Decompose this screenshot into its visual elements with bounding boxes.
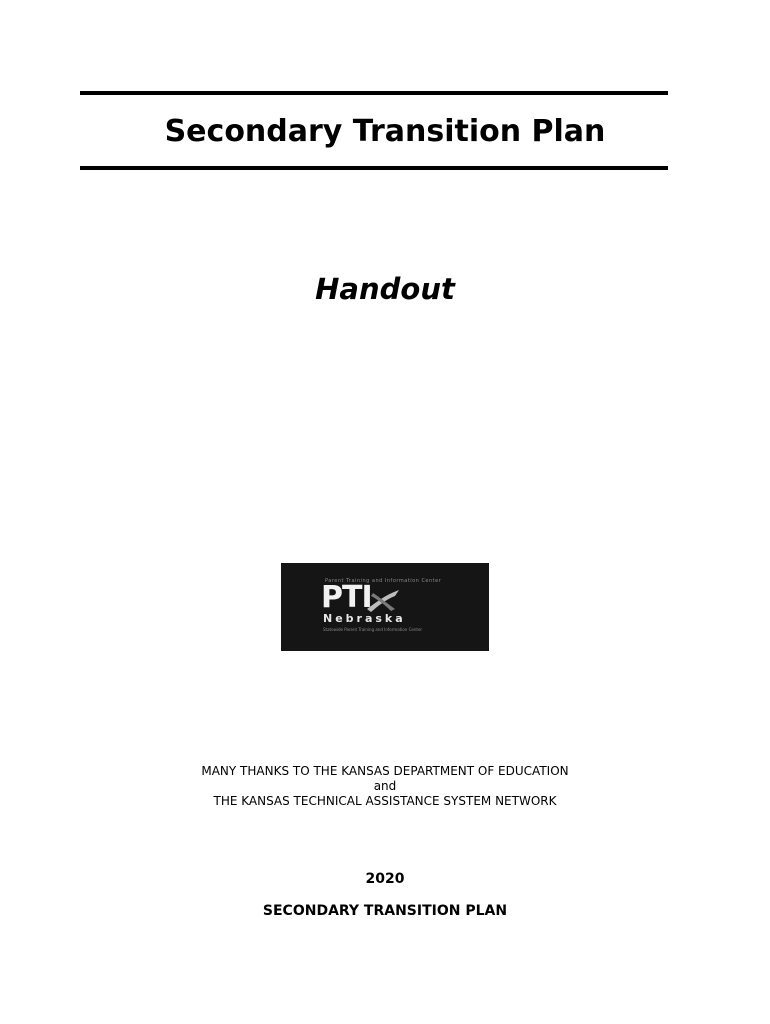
logo-tagline-bottom: Statewide Parent Training and Information Center — [323, 627, 423, 632]
acknowledgement-line-2: and — [373, 779, 397, 793]
logo-tagline-top: Parent Training and Information Center — [325, 578, 442, 584]
acknowledgement-line-3: THE KANSAS TECHNICAL ASSISTANCE SYSTEM NETWORK — [213, 794, 557, 808]
acknowledgement-line-1: MANY THANKS TO THE KANSAS DEPARTMENT OF EDUCATION — [201, 764, 569, 778]
document-subtitle: Handout — [315, 272, 455, 306]
acknowledgement — [0, 764, 770, 809]
document-title: Secondary Transition Plan — [164, 114, 606, 149]
document-year: 2020 — [365, 871, 405, 887]
logo-state: Nebraska — [323, 612, 406, 625]
pti-nebraska-logo — [281, 563, 489, 651]
top-rule — [80, 91, 668, 95]
logo-swoosh-icon — [365, 587, 401, 615]
logo-acronym: PTI — [321, 580, 372, 615]
footer-title: SECONDARY TRANSITION PLAN — [262, 903, 508, 919]
bottom-rule — [80, 166, 668, 170]
